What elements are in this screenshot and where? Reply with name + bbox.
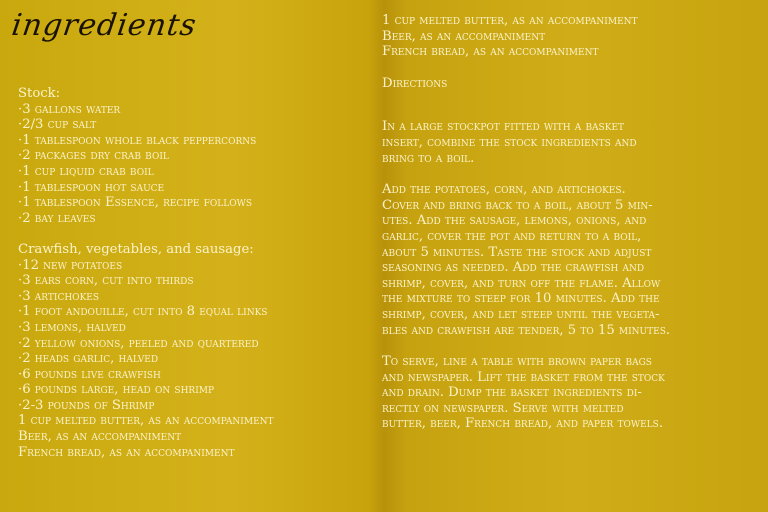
accompaniment-item: Beer, as an accompaniment bbox=[18, 429, 182, 445]
paragraph-line: To serve, line a table with brown paper bags bbox=[382, 354, 652, 370]
stock-item: ·1 tablespoon Essence, recipe follows bbox=[18, 195, 253, 211]
stock-item: ·1 tablespoon whole black peppercorns bbox=[18, 132, 257, 148]
crawfish-item: ·2-3 pounds of Shrimp bbox=[18, 397, 155, 413]
crawfish-label: Crawfish, vegetables, and sausage: bbox=[18, 241, 254, 257]
left-page bbox=[0, 0, 372, 512]
directions-section bbox=[382, 13, 762, 432]
paragraph-line: insert, combine the stock ingredients and bbox=[382, 134, 637, 150]
accompaniment-item: French bread, as an accompaniment bbox=[18, 444, 235, 460]
stock-item: ·2/3 cup salt bbox=[18, 117, 97, 133]
paragraph-line: garlic, cover the pot and return to a boil, bbox=[382, 228, 642, 244]
page-title: ingredients bbox=[9, 8, 200, 43]
paragraph-line: shrimp, cover, and let steep until the vegeta- bbox=[382, 306, 660, 322]
directions-paragraph bbox=[382, 182, 762, 338]
crawfish-item: ·6 pounds large, head on shrimp bbox=[18, 382, 215, 398]
paragraph-line: In a large stockpot fitted with a basket bbox=[382, 119, 625, 135]
crawfish-item: ·12 new potatoes bbox=[18, 257, 123, 273]
ingredients-list bbox=[18, 86, 274, 460]
paragraph-line: seasoning as needed. Add the crawfish and bbox=[382, 260, 645, 276]
paragraph-line: bring to a boil. bbox=[382, 150, 475, 166]
accompaniment-line: 1 cup melted butter, as an accompaniment bbox=[382, 13, 638, 28]
stock-label: Stock: bbox=[18, 86, 61, 101]
paragraph-line: the mixture to steep for 10 minutes. Add the bbox=[382, 291, 660, 307]
stock-item: ·3 gallons water bbox=[18, 101, 121, 117]
right-page bbox=[382, 0, 762, 512]
accompaniment-line: French bread, as an accompaniment bbox=[382, 44, 599, 60]
crawfish-item: ·3 artichokes bbox=[18, 288, 100, 304]
paragraph-line: Add the potatoes, corn, and artichokes. bbox=[382, 182, 626, 198]
directions-heading: Directions bbox=[382, 75, 448, 91]
accompaniment-item: 1 cup melted butter, as an accompaniment bbox=[18, 413, 274, 429]
stock-item: ·2 packages dry crab boil bbox=[18, 148, 169, 164]
stock-item: ·2 bay leaves bbox=[18, 210, 96, 226]
paragraph-line: and newspaper. Lift the basket from the stock bbox=[382, 369, 665, 385]
crawfish-item: ·1 foot andouille, cut into 8 equal links bbox=[18, 304, 268, 320]
paragraph-line: butter, beer, French bread, and paper towels. bbox=[382, 416, 664, 432]
crawfish-item: ·3 ears corn, cut into thirds bbox=[18, 273, 194, 289]
crawfish-item: ·2 yellow onions, peeled and quartered bbox=[18, 335, 259, 351]
stock-item: ·1 tablespoon hot sauce bbox=[18, 179, 165, 195]
paragraph-line: utes. Add the sausage, lemons, onions, and bbox=[382, 213, 647, 229]
crawfish-item: ·6 pounds live crawfish bbox=[18, 366, 161, 382]
paragraph-line: Cover and bring back to a boil, about 5 min- bbox=[382, 197, 653, 213]
crawfish-item: ·2 heads garlic, halved bbox=[18, 351, 159, 367]
stock-item: ·1 cup liquid crab boil bbox=[18, 163, 154, 179]
directions-paragraph bbox=[382, 354, 762, 432]
paragraph-line: and drain. Dump the basket ingredients di- bbox=[382, 385, 642, 401]
accompaniment-line: Beer, as an accompaniment bbox=[382, 28, 546, 44]
directions-paragraph bbox=[382, 119, 762, 166]
paragraph-line: shrimp, cover, and turn off the flame. Allow bbox=[382, 275, 661, 291]
crawfish-item: ·3 lemons, halved bbox=[18, 319, 126, 335]
paragraph-line: about 5 minutes. Taste the stock and adjust bbox=[382, 244, 652, 260]
paragraph-line: bles and crawfish are tender, 5 to 15 minutes. bbox=[382, 322, 671, 338]
paragraph-line: rectly on newspaper. Serve with melted bbox=[382, 400, 624, 416]
